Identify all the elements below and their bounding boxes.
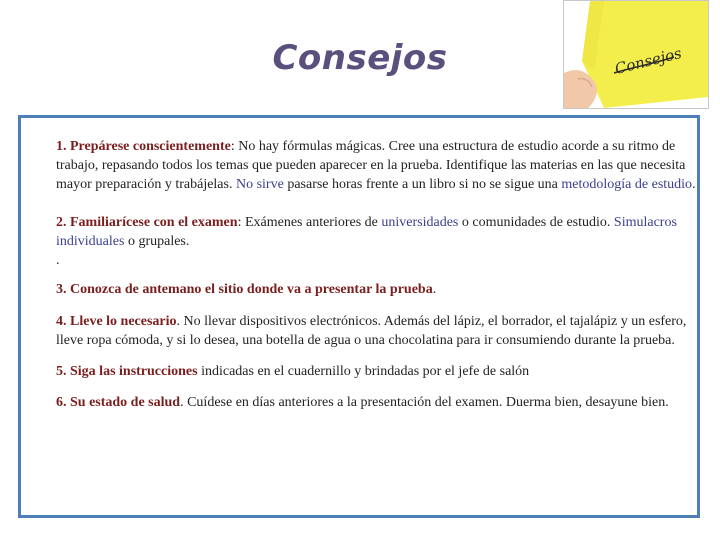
tip-2-extra: . [56,253,60,268]
note-text: Consejos [612,44,684,78]
tip-5-lead: 5. Siga las instrucciones [56,364,198,379]
tip-1: 1. Prepárese conscientemente: No hay fórmulas mágicas. Cree una estructura de estudio acorde a su ritmo de trabajo, repasando todos los temas que pueden aparecer en la prueba. Identifique las materias en las que necesita mayor preparación y trabájelas. No sirve pasarse horas frente a un libro si no se sigue una metodología de estudio. [56,139,696,192]
tip-3: 3. Conozca de antemano el sitio donde va a presentar la prueba. [56,282,437,297]
tip-6: 6. Su estado de salud. Cuídese en días anteriores a la presentación del examen. Duerma bien, desayune bien. [56,395,669,410]
tip-2-lead: 2. Familiarícese con el examen [56,215,238,230]
tip-3-lead: 3. Conozca de antemano el sitio donde va a presentar la prueba [56,282,433,297]
sticky-note-illustration [564,1,708,108]
tip-6-lead: 6. Su estado de salud [56,395,181,410]
consejos-note-photo [563,0,709,109]
tips-box [18,115,700,518]
tip-1-lead: 1. Prepárese conscientemente [56,139,231,154]
tips-list [56,137,701,412]
tip-2: 2. Familiarícese con el examen: Exámenes anteriores de universidades o comunidades de estudio. Simulacros individuales o grupales. [56,215,677,249]
page-title: Consejos [272,38,448,78]
tip-4-lead: 4. Lleve lo necesario [56,314,177,329]
tip-5: 5. Siga las instrucciones indicadas en el cuadernillo y brindadas por el jefe de salón [56,364,530,379]
tip-4: 4. Lleve lo necesario. No llevar dispositivos electrónicos. Además del lápiz, el borrador, el tajalápiz y un esfero, lleve ropa cómoda, y si lo desea, una botella de agua o una chocolatina para ir consumiendo durante la prueba. [56,314,687,348]
